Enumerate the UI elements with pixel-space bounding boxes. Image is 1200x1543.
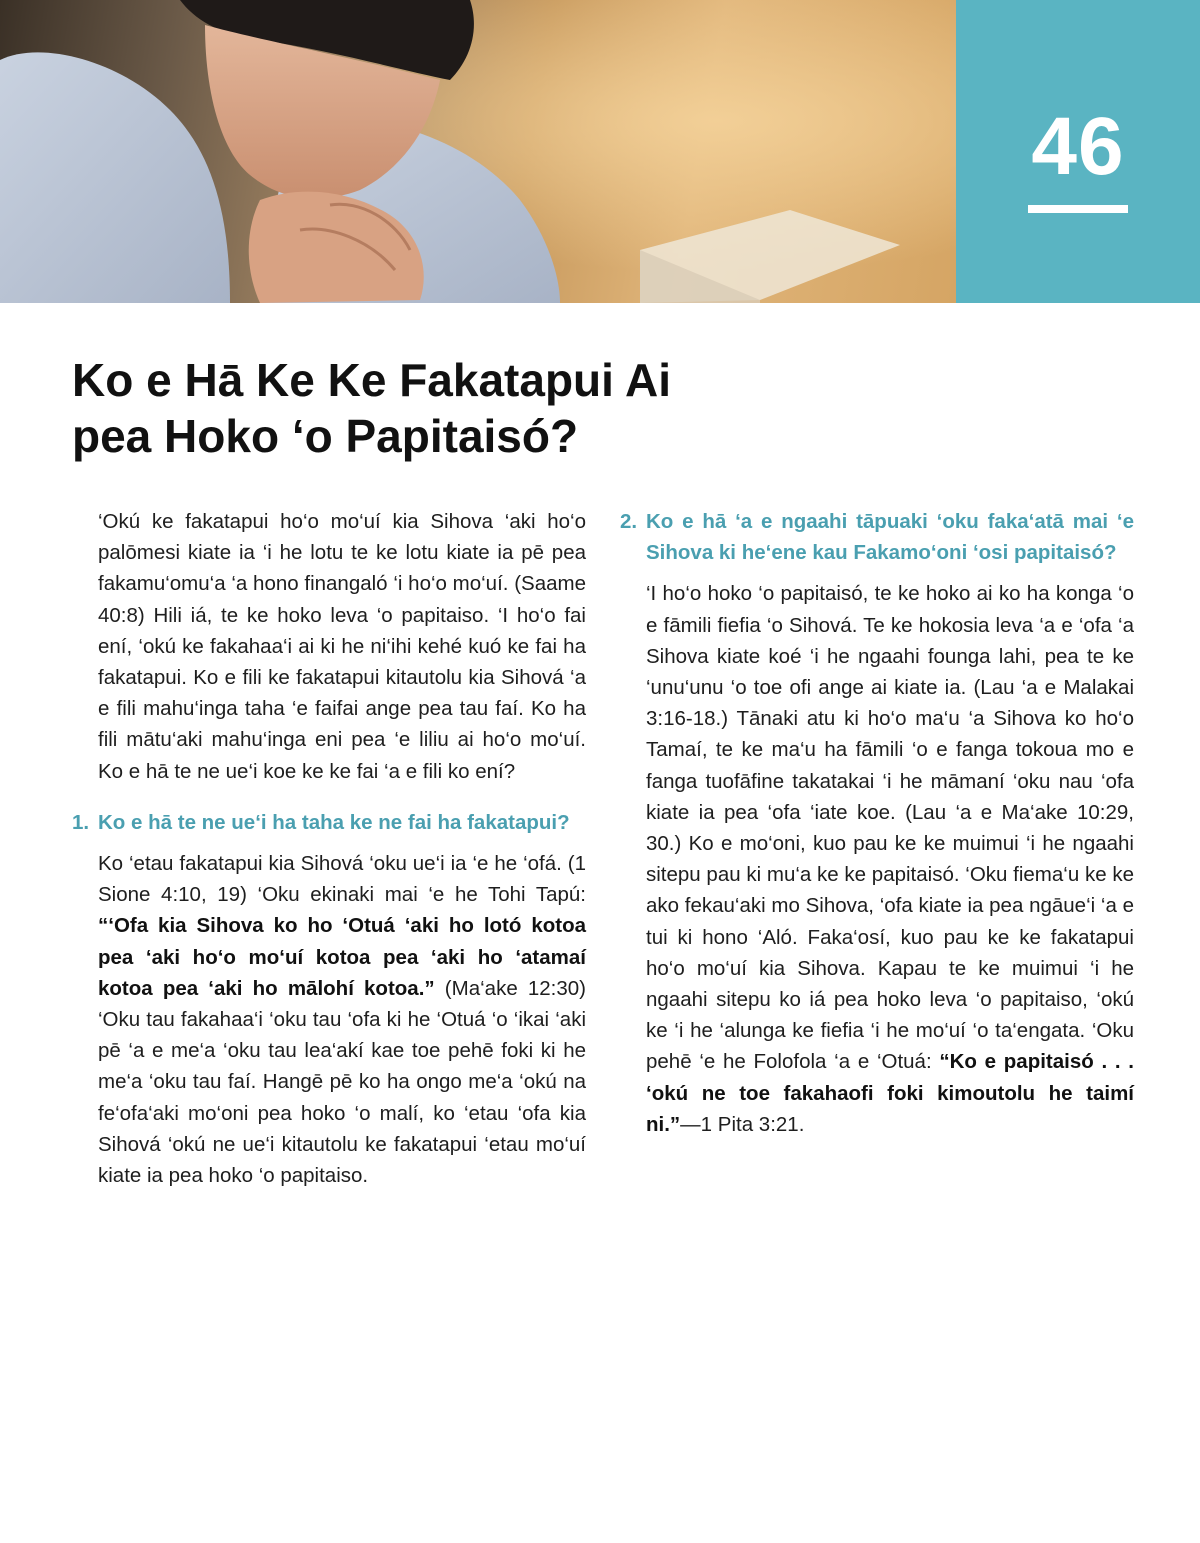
right-column	[620, 506, 1134, 1140]
page-title	[72, 352, 832, 464]
answer-1-text-a: Ko ‘etau fakatapui kia Sihová ‘oku ue‘i ia ‘e he ‘ofá. (1 Sione 4:10, 19) ‘Oku ekinaki mai ‘e he Tohi Tapú:	[98, 852, 586, 907]
answer-2-text-a: ‘I ho‘o hoko ‘o papitaisó, te ke hoko ai ko ha konga ‘o e fāmili fiefia ‘o Sihová. Te ke hokosia leva ‘a e ‘ofa ‘a Sihova kiate koé ‘i he ngaahi founga lahi, pea te ke ‘unu‘unu ‘o toe ofi ange ai kiate ia. (Lau ‘a e Malakai 3:16-18.) Tānaki atu ki ho‘o ma‘u ‘a Sihova ko ho‘o Tamaí, te ke ma‘u ha fāmili ‘o e fanga tokoua mo e fanga tuofāfine takatakai ‘i he māmaní ‘oku nau ‘ofa kiate ia pea ‘ofa ‘iate koe. (Lau ‘a e Ma‘ake 10:29, 30.) Ko e mo‘oni, kuo pau ke ke muimui ‘i he ngaahi sitepu pau ki mu‘a ke ke papitaisó. ‘Oku fiema‘u ke ke ako fekau‘aki mo Sihova, ‘ofa kiate ia pea ngāue‘i ‘a e tui ki hono ‘Aló. Faka‘osí, kuo pau ke ke fakatapui ho‘o mo‘uí kia Sihova. Kapau te ke muimui ‘i he ngaahi sitepu ko iá pea hoko leva ‘o papitaiso, ‘okú ke ‘i he ‘alunga ke fiefia ‘i he mo‘uí ‘o ta‘engata. ‘Oku pehē ‘e he Folofola ‘a e ‘Otuá:	[646, 582, 1134, 1074]
answer-2	[620, 578, 1134, 1140]
title-line-1: Ko e Hā Ke Ke Fakatapui Ai	[72, 354, 672, 406]
answer-1-scripture-quote: “‘Ofa kia Sihova ko ho ‘Otuá ‘aki ho lotó kotoa pea ‘aki ho‘o mo‘uí kotoa pea ‘aki ho ‘atamaí kotoa pea ‘aki ho mālohí kotoa.”	[98, 914, 586, 1000]
question-1-number: 1.	[72, 810, 90, 834]
answer-2-reference: —1 Pita 3:21.	[680, 1112, 805, 1136]
intro-paragraph: ‘Okú ke fakatapui ho‘o mo‘uí kia Sihova ‘aki ho‘o palōmesi kiate ia ‘i he lotu te ke lotu kiate ia pē pea fakamu‘omu‘a ‘a hono finangaló ‘i ho‘o mo‘uí. (Saame 40:8) Hili iá, te ke hoko leva ‘o papitaiso. ‘I ho‘o fai ení, ‘okú ke fakahaa‘i ai ki he ni‘ihi kehé kuó ke fai ha fakatapui. Ko e fili ke fakatapui kitautolu kia Sihová ‘a e fili mahu‘inga taha ‘e faifai ange pea tau faí. Ko ha fili mātu‘aki mahu‘inga eni pea ‘e liliu ai ho‘o mo‘uí. Ko e hā te ne ue‘i koe ke ke fai ‘a e fili ko ení?	[98, 510, 586, 783]
question-2-number: 2.	[620, 510, 638, 533]
answer-1	[72, 848, 586, 1191]
left-column	[72, 506, 586, 1191]
lesson-number: 46	[1031, 101, 1125, 192]
question-1	[72, 807, 586, 838]
answer-1-text-b: (Ma‘ake 12:30) ‘Oku tau fakahaa‘i ‘oku tau ‘ofa ki he ‘Otuá ‘o ‘ikai ‘aki pē ‘a e me‘a ‘oku tau lea‘akí kae toe pehē foki ki he me‘a ‘oku tau faí. Hangē pē ko ha ongo me‘a ‘okú na fe‘ofa‘aki mo‘oni pea hoko ‘o malí, ko ‘etau ‘ofa kia Sihová ‘okú ne ue‘i kitautolu ke fakatapui ‘etau mo‘uí kiate ia pea hoko ‘o papitaiso.	[98, 976, 586, 1188]
lesson-underline	[1028, 205, 1128, 213]
question-1-text: Ko e hā te ne ue‘i ha taha ke ne fai ha fakatapui?	[98, 810, 570, 834]
man-praying-photo-icon	[0, 0, 956, 303]
title-line-2: pea Hoko ‘o Papitaisó?	[72, 410, 579, 462]
answer-2-scripture-quote: “Ko e papitaisó . . . ‘okú ne toe fakahaofi foki kimoutolu he taimí ni.”	[646, 1050, 1134, 1136]
question-2-text: Ko e hā ‘a e ngaahi tāpuaki ‘oku faka‘atā mai ‘e Sihova ki he‘ene kau Fakamo‘oni ‘osi papitaisó?	[646, 510, 1134, 565]
question-2	[620, 506, 1134, 568]
lesson-badge	[956, 0, 1200, 303]
hero-photo	[0, 0, 956, 303]
